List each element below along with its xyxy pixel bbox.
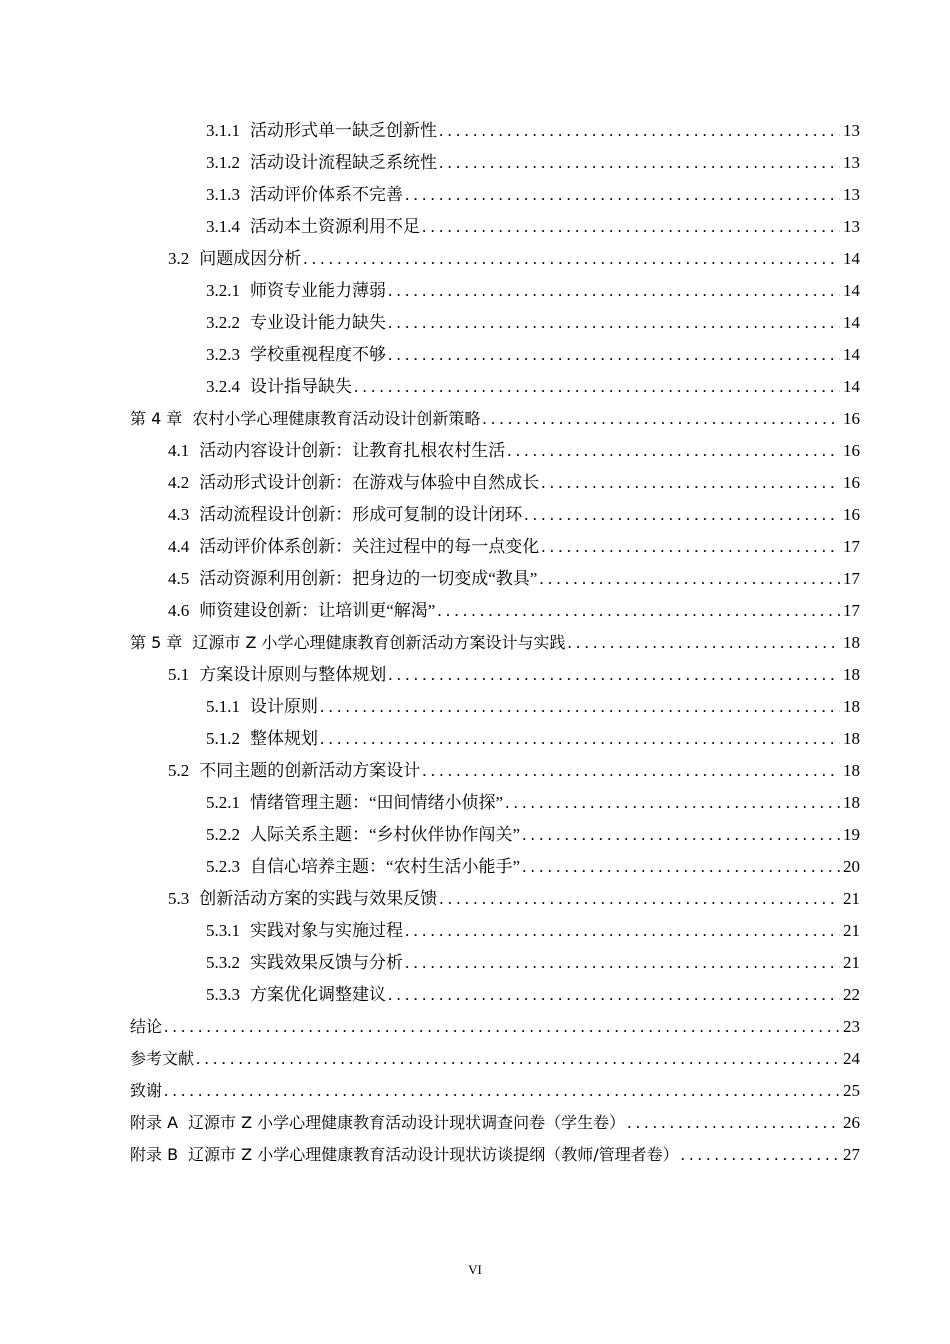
toc-entry-number: 3.1.1	[206, 121, 240, 140]
toc-entry-page: 18	[843, 793, 860, 812]
toc-entry[interactable]	[130, 1107, 860, 1139]
toc-entry-title: 参考文献	[130, 1049, 195, 1068]
page-number: VI	[468, 1262, 482, 1277]
toc-entry-number: 4.1	[168, 441, 190, 460]
toc-entry-title: 实践对象与实施过程	[250, 921, 403, 940]
toc-entry[interactable]	[130, 595, 860, 627]
toc-entry-page: 21	[843, 953, 860, 972]
toc-entry[interactable]	[130, 1043, 860, 1075]
toc-entry-title: 活动设计流程缺乏系统性	[250, 153, 437, 172]
toc-entry-number: 第 4 章	[130, 409, 183, 428]
toc-entry[interactable]	[130, 243, 860, 275]
toc-entry-page: 18	[843, 729, 860, 748]
toc-entry-number: 附录 A	[130, 1113, 179, 1132]
toc-entry-page: 13	[843, 153, 860, 172]
toc-dot-leader	[405, 947, 840, 979]
toc-dot-leader	[439, 147, 840, 179]
toc-dot-leader	[320, 723, 840, 755]
toc-entry-page: 20	[843, 857, 860, 876]
toc-entry[interactable]	[130, 723, 860, 755]
toc-entry-title: 创新活动方案的实践与效果反馈	[199, 889, 438, 908]
toc-dot-leader	[681, 1139, 840, 1171]
toc-entry[interactable]	[130, 915, 860, 947]
toc-entry[interactable]	[130, 979, 860, 1011]
toc-entry-page: 18	[843, 761, 860, 780]
toc-entry-title: 活动内容设计创新：让教育扎根农村生活	[199, 441, 506, 460]
toc-entry[interactable]	[130, 531, 860, 563]
toc-entry-number: 5.2.2	[206, 825, 240, 844]
toc-entry[interactable]	[130, 787, 860, 819]
toc-entry-page: 14	[843, 249, 860, 268]
toc-entry-number: 5.2.1	[206, 793, 240, 812]
toc-dot-leader	[522, 851, 840, 883]
toc-entry-page: 17	[843, 537, 860, 556]
toc-entry-page: 14	[843, 345, 860, 364]
toc-entry-title: 农村小学心理健康教育活动设计创新策略	[192, 409, 481, 428]
table-of-contents	[130, 115, 860, 1171]
toc-entry-page: 13	[843, 185, 860, 204]
toc-entry-number: 5.3.3	[206, 985, 240, 1004]
toc-entry-title: 不同主题的创新活动方案设计	[199, 761, 421, 780]
toc-entry-page: 14	[843, 377, 860, 396]
toc-entry[interactable]	[130, 883, 860, 915]
toc-entry[interactable]	[130, 1011, 860, 1043]
toc-entry[interactable]	[130, 691, 860, 723]
toc-entry[interactable]	[130, 275, 860, 307]
toc-entry-title: 设计指导缺失	[250, 377, 352, 396]
toc-entry-title: 设计原则	[250, 697, 318, 716]
toc-entry-title: 活动评价体系不完善	[250, 185, 403, 204]
toc-entry-number: 5.1.2	[206, 729, 240, 748]
toc-entry[interactable]	[130, 627, 860, 659]
toc-entry-number: 3.2.2	[206, 313, 240, 332]
toc-entry[interactable]	[130, 947, 860, 979]
toc-entry-number: 3.2.1	[206, 281, 240, 300]
toc-entry[interactable]	[130, 307, 860, 339]
toc-entry-page: 24	[843, 1049, 860, 1068]
toc-entry-number: 5.2	[168, 761, 190, 780]
toc-entry-number: 3.1.3	[206, 185, 240, 204]
toc-dot-leader	[439, 883, 840, 915]
toc-entry-page: 16	[843, 409, 860, 428]
toc-entry-title: 人际关系主题：“乡村伙伴协作闯关”	[250, 825, 521, 844]
toc-entry-title: 学校重视程度不够	[250, 345, 386, 364]
toc-entry-title: 致谢	[130, 1081, 163, 1100]
toc-dot-leader	[539, 563, 840, 595]
toc-entry-page: 18	[843, 665, 860, 684]
toc-entry-page: 23	[843, 1017, 860, 1036]
toc-entry[interactable]	[130, 211, 860, 243]
toc-entry-page: 16	[843, 473, 860, 492]
toc-entry-number: 3.2.3	[206, 345, 240, 364]
toc-entry-page: 17	[843, 569, 860, 588]
toc-entry[interactable]	[130, 1075, 860, 1107]
toc-dot-leader	[422, 211, 840, 243]
toc-entry-title: 活动形式设计创新：在游戏与体验中自然成长	[199, 473, 540, 492]
toc-entry[interactable]	[130, 115, 860, 147]
toc-dot-leader	[388, 659, 840, 691]
toc-entry-title: 辽源市 Z 小学心理健康教育创新活动方案设计与实践	[192, 633, 566, 652]
toc-entry-title: 问题成因分析	[199, 249, 302, 268]
toc-entry-number: 3.1.2	[206, 153, 240, 172]
toc-entry[interactable]	[130, 499, 860, 531]
toc-entry[interactable]	[130, 435, 860, 467]
toc-dot-leader	[437, 595, 840, 627]
toc-dot-leader	[568, 627, 841, 659]
toc-entry-title: 师资专业能力薄弱	[250, 281, 386, 300]
toc-dot-leader	[422, 755, 840, 787]
toc-entry-number: 3.1.4	[206, 217, 240, 236]
toc-dot-leader	[388, 307, 840, 339]
toc-entry-number: 第 5 章	[130, 633, 183, 652]
toc-entry-page: 21	[843, 889, 860, 908]
toc-entry-page: 26	[843, 1113, 860, 1132]
toc-entry[interactable]	[130, 659, 860, 691]
toc-entry-title: 结论	[130, 1017, 163, 1036]
toc-entry-number: 5.1	[168, 665, 190, 684]
toc-dot-leader	[164, 1011, 840, 1043]
toc-dot-leader	[524, 499, 840, 531]
toc-entry-title: 方案设计原则与整体规划	[199, 665, 387, 684]
toc-dot-leader	[388, 339, 840, 371]
toc-entry-page: 25	[843, 1081, 860, 1100]
toc-entry-number: 附录 B	[130, 1145, 179, 1164]
toc-dot-leader	[507, 435, 840, 467]
toc-entry[interactable]	[130, 467, 860, 499]
toc-entry-page: 14	[843, 281, 860, 300]
toc-entry-title: 辽源市 Z 小学心理健康教育活动设计现状调查问卷（学生卷）	[188, 1113, 626, 1132]
toc-entry-number: 4.4	[168, 537, 190, 556]
toc-entry-title: 活动流程设计创新：形成可复制的设计闭环	[199, 505, 523, 524]
toc-dot-leader	[405, 915, 840, 947]
toc-entry[interactable]	[130, 563, 860, 595]
toc-entry-title: 方案优化调整建议	[250, 985, 386, 1004]
toc-entry-number: 4.2	[168, 473, 190, 492]
toc-entry-title: 整体规划	[250, 729, 318, 748]
toc-entry-page: 16	[843, 505, 860, 524]
toc-entry-title: 活动评价体系创新：关注过程中的每一点变化	[199, 537, 540, 556]
toc-dot-leader	[541, 531, 840, 563]
toc-entry-title: 活动资源利用创新：把身边的一切变成“教具”	[199, 569, 538, 588]
toc-entry[interactable]	[130, 179, 860, 211]
toc-dot-leader	[320, 691, 840, 723]
toc-entry-number: 3.2	[168, 249, 190, 268]
toc-entry-number: 4.3	[168, 505, 190, 524]
toc-dot-leader	[439, 115, 840, 147]
toc-entry-number: 4.5	[168, 569, 190, 588]
toc-entry-page: 14	[843, 313, 860, 332]
toc-entry-title: 自信心培养主题：“农村生活小能手”	[250, 857, 521, 876]
toc-dot-leader	[405, 179, 840, 211]
toc-entry[interactable]	[130, 851, 860, 883]
toc-entry-page: 16	[843, 441, 860, 460]
toc-entry-page: 22	[843, 985, 860, 1004]
toc-entry-title: 师资建设创新：让培训更“解渴”	[199, 601, 436, 620]
toc-entry-page: 21	[843, 921, 860, 940]
toc-entry[interactable]	[130, 819, 860, 851]
toc-entry[interactable]	[130, 147, 860, 179]
toc-entry-title: 实践效果反馈与分析	[250, 953, 403, 972]
toc-entry-number: 4.6	[168, 601, 190, 620]
toc-entry-number: 5.3.2	[206, 953, 240, 972]
toc-entry[interactable]	[130, 371, 860, 403]
toc-entry[interactable]	[130, 339, 860, 371]
toc-entry-page: 18	[843, 633, 860, 652]
toc-dot-leader	[541, 467, 840, 499]
toc-dot-leader	[482, 403, 840, 435]
toc-entry-page: 18	[843, 697, 860, 716]
toc-entry-page: 17	[843, 601, 860, 620]
toc-dot-leader	[196, 1043, 840, 1075]
toc-entry-title: 辽源市 Z 小学心理健康教育活动设计现状访谈提纲（教师/管理者卷）	[188, 1145, 679, 1164]
toc-dot-leader	[627, 1107, 840, 1139]
toc-entry-title: 活动形式单一缺乏创新性	[250, 121, 437, 140]
toc-entry-title: 情绪管理主题：“田间情绪小侦探”	[250, 793, 504, 812]
toc-entry-number: 5.2.3	[206, 857, 240, 876]
toc-dot-leader	[505, 787, 840, 819]
toc-entry-title: 专业设计能力缺失	[250, 313, 386, 332]
toc-dot-leader	[388, 275, 840, 307]
toc-entry-number: 5.1.1	[206, 697, 240, 716]
toc-entry-page: 13	[843, 121, 860, 140]
toc-dot-leader	[388, 979, 840, 1011]
toc-entry-number: 5.3.1	[206, 921, 240, 940]
toc-entry-page: 13	[843, 217, 860, 236]
toc-entry-page: 19	[843, 825, 860, 844]
toc-entry-page: 27	[843, 1145, 860, 1164]
toc-dot-leader	[303, 243, 840, 275]
toc-entry-title: 活动本土资源利用不足	[250, 217, 420, 236]
toc-entry[interactable]	[130, 1139, 860, 1171]
toc-entry[interactable]	[130, 403, 860, 435]
toc-entry-number: 3.2.4	[206, 377, 240, 396]
toc-entry-number: 5.3	[168, 889, 190, 908]
toc-dot-leader	[164, 1075, 840, 1107]
toc-dot-leader	[354, 371, 840, 403]
toc-dot-leader	[522, 819, 840, 851]
toc-entry[interactable]	[130, 755, 860, 787]
